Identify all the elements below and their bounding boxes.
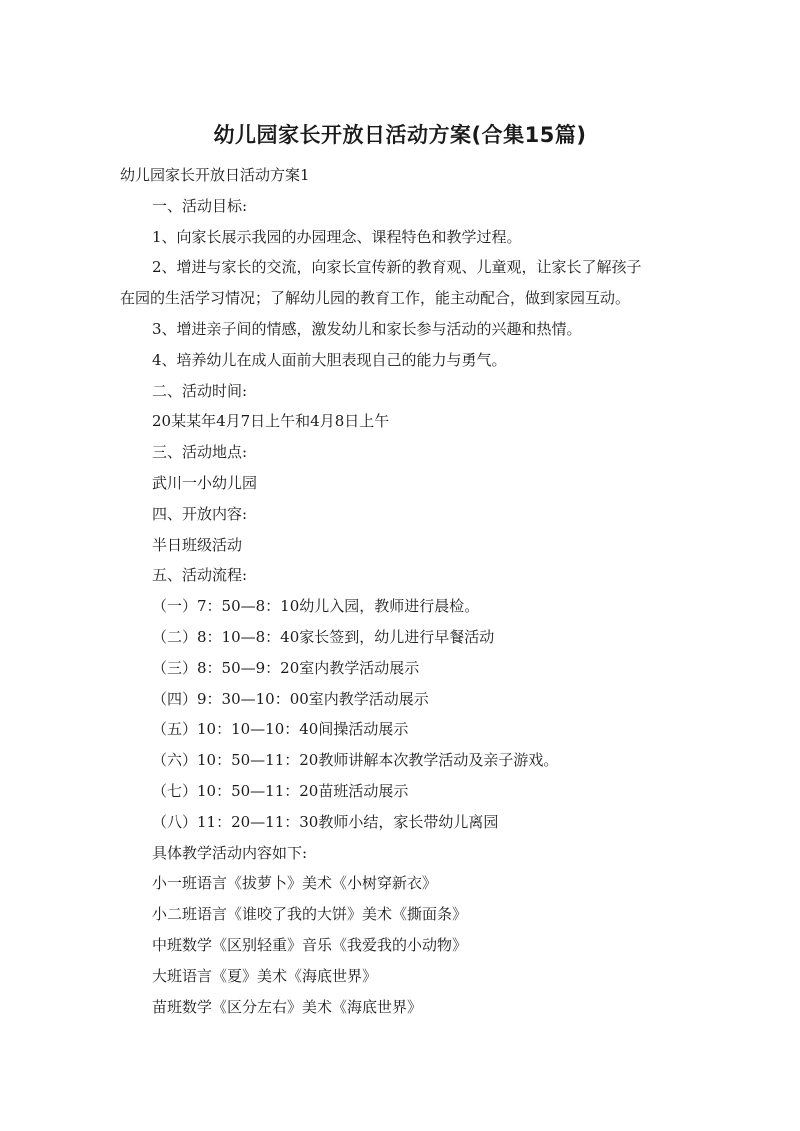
paragraph: 1、向家长展示我园的办园理念、课程特色和教学过程。	[152, 227, 522, 246]
paragraph: 三、活动地点:	[152, 443, 248, 462]
schedule-item: （七）10：50—11：20苗班活动展示	[152, 781, 409, 800]
schedule-item: （一）7：50—8：10幼儿入园，教师进行晨检。	[152, 597, 480, 616]
class-activity-item: 中班数学《区别轻重》音乐《我爱我的小动物》	[152, 935, 468, 954]
class-activity-item: 大班语言《夏》美术《海底世界》	[152, 966, 378, 985]
paragraph: 武川一小幼儿园	[152, 473, 258, 492]
schedule-item: （四）9：30—10：00室内教学活动展示	[152, 689, 429, 708]
paragraph: 2、增进与家长的交流，向家长宣传新的教育观、儿童观，让家长了解孩子	[152, 258, 642, 277]
document-title: 幼儿园家长开放日活动方案(合集15篇)	[213, 123, 587, 147]
paragraph: 半日班级活动	[152, 535, 243, 554]
paragraph: 二、活动时间:	[152, 381, 248, 400]
paragraph: 四、开放内容:	[152, 504, 248, 523]
paragraph: 4、培养幼儿在成人面前大胆表现自己的能力与勇气。	[152, 350, 507, 369]
class-activity-item: 小一班语言《拔萝卜》美术《小树穿新衣》	[152, 874, 438, 893]
document-body	[0, 160, 800, 1022]
paragraph: 20某某年4月7日上午和4月8日上午	[152, 412, 390, 431]
schedule-item: （三）8：50—9：20室内教学活动展示	[152, 658, 420, 677]
paragraph: 具体教学活动内容如下:	[152, 843, 308, 862]
paragraph-continuation: 在园的生活学习情况；了解幼儿园的教育工作，能主动配合，做到家园互动。	[120, 289, 631, 308]
schedule-item: （八）11：20—11：30教师小结，家长带幼儿离园	[152, 812, 499, 831]
paragraph: 五、活动流程:	[152, 566, 248, 585]
class-activity-item: 苗班数学《区分左右》美术《海底世界》	[152, 997, 423, 1016]
class-activity-item: 小二班语言《谁咬了我的大饼》美术《撕面条》	[152, 905, 468, 924]
paragraph: 3、增进亲子间的情感，激发幼儿和家长参与活动的兴趣和热情。	[152, 319, 582, 338]
schedule-item: （五）10：10—10：40间操活动展示	[152, 720, 409, 739]
section-heading: 幼儿园家长开放日活动方案1	[120, 166, 310, 184]
schedule-item: （二）8：10—8：40家长签到，幼儿进行早餐活动	[152, 627, 495, 646]
paragraph: 一、活动目标:	[152, 196, 248, 215]
schedule-item: （六）10：50—11：20教师讲解本次教学活动及亲子游戏。	[152, 751, 559, 770]
